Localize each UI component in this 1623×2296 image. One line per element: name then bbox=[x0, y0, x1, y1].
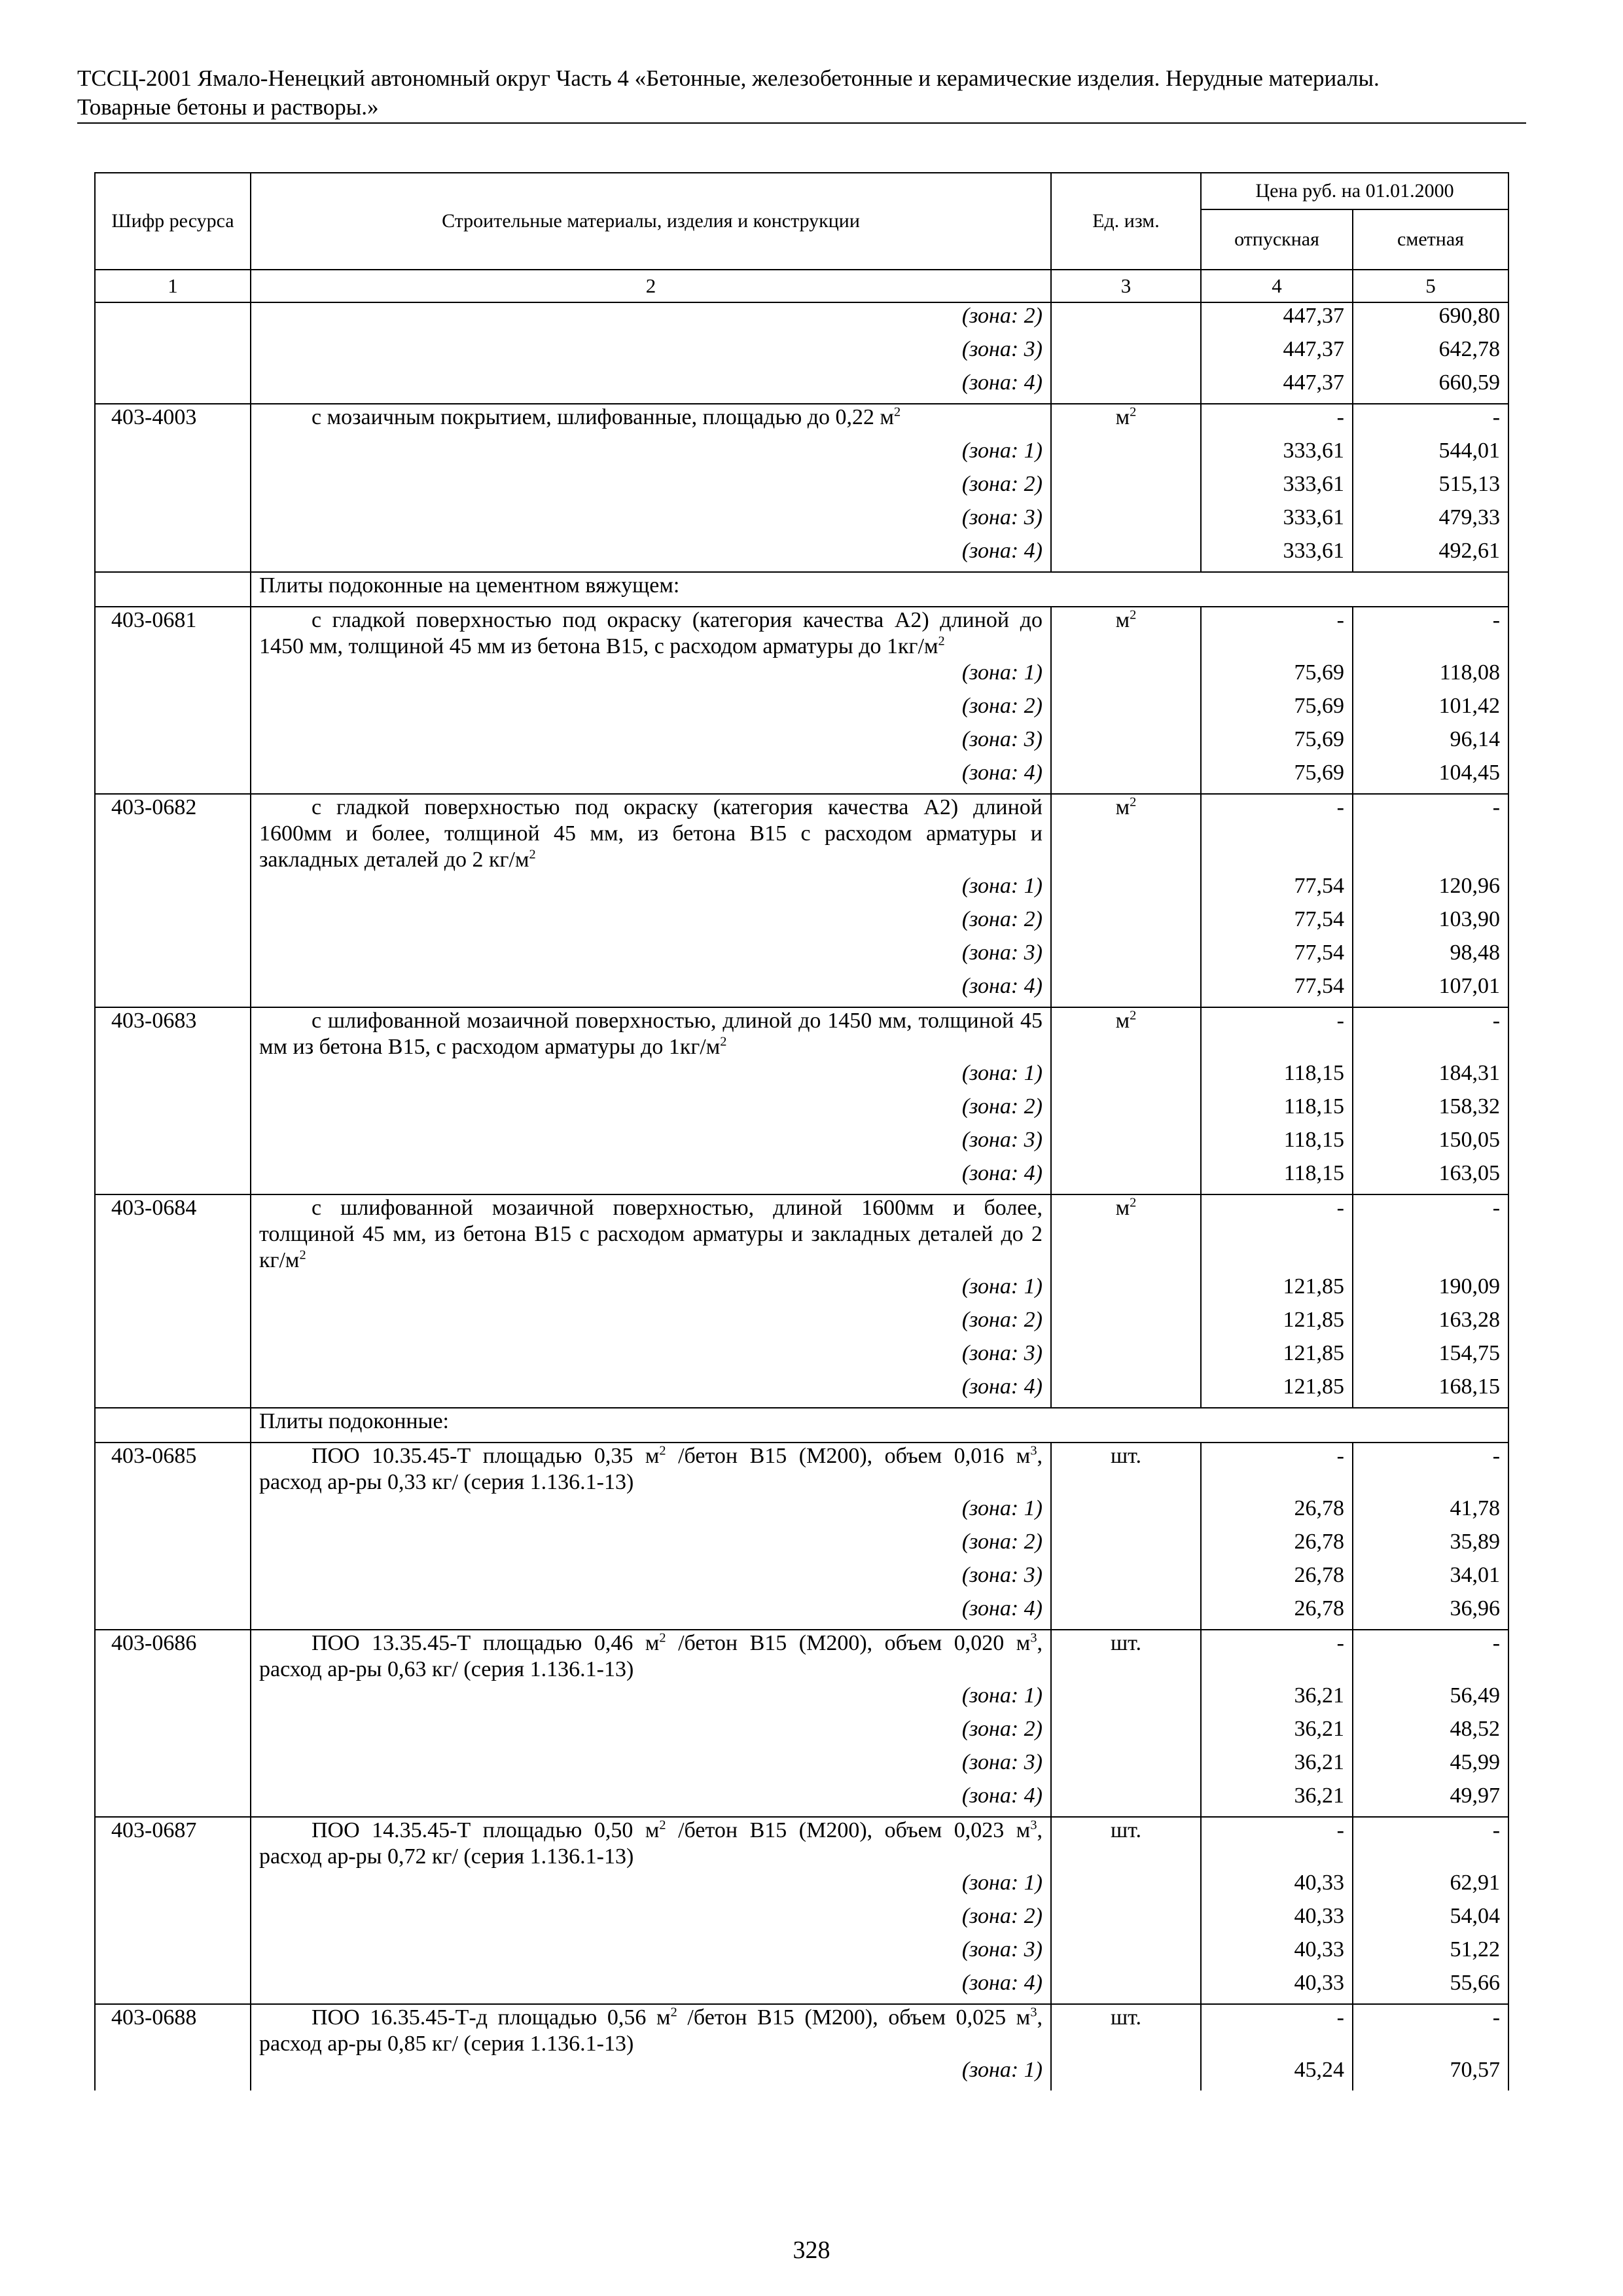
unit-cell bbox=[1051, 438, 1201, 471]
resource-code-cell bbox=[95, 693, 251, 726]
resource-code-cell bbox=[95, 471, 251, 505]
resource-code-cell bbox=[95, 873, 251, 906]
release-price: 121,85 bbox=[1201, 1374, 1353, 1408]
zone-row bbox=[95, 1340, 1508, 1374]
release-price: 40,33 bbox=[1201, 1970, 1353, 2004]
resource-code-cell bbox=[95, 336, 251, 370]
release-price: 118,15 bbox=[1201, 1094, 1353, 1127]
material-description: с шлифованной мозаичной поверхностью, длиной до 1450 мм, толщиной 45 мм из бетона В15, с расходом арматуры до $1кг/м^2$ bbox=[251, 1007, 1051, 1060]
release-price: 26,78 bbox=[1201, 1562, 1353, 1596]
zone-row bbox=[95, 693, 1508, 726]
zone-row bbox=[95, 438, 1508, 471]
zone-label: (зона: 2) bbox=[251, 471, 1051, 505]
resource-code-cell bbox=[95, 1496, 251, 1529]
zone-row bbox=[95, 1716, 1508, 1749]
resource-code: 403-0683 bbox=[95, 1007, 251, 1060]
release-price: - bbox=[1201, 2004, 1353, 2057]
item-row bbox=[95, 1007, 1508, 1060]
release-price: 36,21 bbox=[1201, 1749, 1353, 1783]
resource-code-cell bbox=[95, 1903, 251, 1937]
estimate-price: 55,66 bbox=[1353, 1970, 1508, 2004]
unit-cell bbox=[1051, 1783, 1201, 1817]
zone-row bbox=[95, 906, 1508, 940]
material-description: с шлифованной мозаичной поверхностью, длиной 1600мм и более, толщиной 45 мм, из бетона В15 с расходом арматуры и закладных деталей до 2 $кг/м^2$ bbox=[251, 1194, 1051, 1274]
release-price: 121,85 bbox=[1201, 1340, 1353, 1374]
release-price: 121,85 bbox=[1201, 1274, 1353, 1307]
release-price: 45,24 bbox=[1201, 2057, 1353, 2090]
group-row bbox=[95, 1408, 1508, 1443]
release-price: 36,21 bbox=[1201, 1683, 1353, 1716]
estimate-price: 41,78 bbox=[1353, 1496, 1508, 1529]
unit-of-measure: шт. bbox=[1051, 1630, 1201, 1683]
release-price: 77,54 bbox=[1201, 973, 1353, 1007]
estimate-price: 62,91 bbox=[1353, 1870, 1508, 1903]
estimate-price: - bbox=[1353, 1194, 1508, 1274]
release-price: 333,61 bbox=[1201, 471, 1353, 505]
unit-cell bbox=[1051, 1749, 1201, 1783]
item-row bbox=[95, 794, 1508, 873]
resource-code-cell bbox=[95, 538, 251, 572]
resource-code-cell bbox=[95, 572, 251, 607]
resource-code-cell bbox=[95, 370, 251, 404]
estimate-price: 158,32 bbox=[1353, 1094, 1508, 1127]
release-price: - bbox=[1201, 404, 1353, 438]
release-price: 118,15 bbox=[1201, 1127, 1353, 1160]
unit-of-measure: шт. bbox=[1051, 1443, 1201, 1496]
resource-code-cell bbox=[95, 760, 251, 794]
estimate-price: 120,96 bbox=[1353, 873, 1508, 906]
resource-code: 403-4003 bbox=[95, 404, 251, 438]
estimate-price: 70,57 bbox=[1353, 2057, 1508, 2090]
resource-code-cell bbox=[95, 940, 251, 973]
unit-cell bbox=[1051, 1562, 1201, 1596]
unit-cell bbox=[1051, 973, 1201, 1007]
estimate-price: 104,45 bbox=[1353, 760, 1508, 794]
estimate-price: 190,09 bbox=[1353, 1274, 1508, 1307]
zone-label: (зона: 4) bbox=[251, 1783, 1051, 1817]
release-price: 36,21 bbox=[1201, 1783, 1353, 1817]
zone-label: (зона: 4) bbox=[251, 1374, 1051, 1408]
zone-row bbox=[95, 1374, 1508, 1408]
zone-label: (зона: 3) bbox=[251, 1937, 1051, 1970]
zone-label: (зона: 3) bbox=[251, 1749, 1051, 1783]
zone-label: (зона: 4) bbox=[251, 973, 1051, 1007]
material-description: ПОО 13.35.45-Т площадью 0,46 $м^2$ /бетон В15 (М200), объем 0,020 $м^3$, расход ар-ры 0,63 кг/ (серия 1.136.1-13) bbox=[251, 1630, 1051, 1683]
zone-row bbox=[95, 370, 1508, 404]
release-price: 118,15 bbox=[1201, 1060, 1353, 1094]
release-price: - bbox=[1201, 1443, 1353, 1496]
header-rule bbox=[77, 122, 1526, 124]
zone-label: (зона: 3) bbox=[251, 1562, 1051, 1596]
unit-cell bbox=[1051, 1529, 1201, 1562]
col-number: 2 bbox=[251, 270, 1051, 302]
release-price: 40,33 bbox=[1201, 1903, 1353, 1937]
resource-code-cell bbox=[95, 1870, 251, 1903]
col-number: 1 bbox=[95, 270, 251, 302]
zone-row bbox=[95, 1496, 1508, 1529]
material-description: с гладкой поверхностью под окраску (категория качества А2) длиной 1600мм и более, толщиной 45 мм, из бетона В15 с расходом арматуры и закладных деталей до 2 $кг/м^2$ bbox=[251, 794, 1051, 873]
resource-code-cell bbox=[95, 1970, 251, 2004]
zone-label: (зона: 4) bbox=[251, 760, 1051, 794]
zone-row bbox=[95, 1903, 1508, 1937]
estimate-price: 515,13 bbox=[1353, 471, 1508, 505]
zone-label: (зона: 2) bbox=[251, 1094, 1051, 1127]
release-price: 333,61 bbox=[1201, 538, 1353, 572]
resource-code-cell bbox=[95, 1683, 251, 1716]
release-price: 77,54 bbox=[1201, 940, 1353, 973]
zone-row bbox=[95, 336, 1508, 370]
resource-code-cell bbox=[95, 1937, 251, 1970]
unit-cell bbox=[1051, 471, 1201, 505]
resource-code-cell bbox=[95, 1127, 251, 1160]
zone-row bbox=[95, 1127, 1508, 1160]
release-price: - bbox=[1201, 1817, 1353, 1870]
zone-row bbox=[95, 660, 1508, 693]
unit-cell bbox=[1051, 336, 1201, 370]
zone-row bbox=[95, 1749, 1508, 1783]
release-price: 77,54 bbox=[1201, 873, 1353, 906]
unit-cell bbox=[1051, 660, 1201, 693]
estimate-price: - bbox=[1353, 607, 1508, 660]
resource-code: 403-0686 bbox=[95, 1630, 251, 1683]
release-price: - bbox=[1201, 607, 1353, 660]
release-price: 121,85 bbox=[1201, 1307, 1353, 1340]
unit-cell bbox=[1051, 940, 1201, 973]
resource-code: 403-0681 bbox=[95, 607, 251, 660]
resource-code-cell bbox=[95, 973, 251, 1007]
zone-row bbox=[95, 1562, 1508, 1596]
resource-code: 403-0684 bbox=[95, 1194, 251, 1274]
unit-cell bbox=[1051, 1274, 1201, 1307]
zone-label: (зона: 2) bbox=[251, 1903, 1051, 1937]
release-price: 75,69 bbox=[1201, 726, 1353, 760]
item-row bbox=[95, 1443, 1508, 1496]
zone-row bbox=[95, 1596, 1508, 1630]
zone-label: (зона: 1) bbox=[251, 438, 1051, 471]
unit-cell bbox=[1051, 760, 1201, 794]
group-title: Плиты подоконные на цементном вяжущем: bbox=[251, 572, 1508, 607]
resource-code: 403-0682 bbox=[95, 794, 251, 873]
zone-row bbox=[95, 2057, 1508, 2090]
zone-row bbox=[95, 1274, 1508, 1307]
unit-cell bbox=[1051, 1340, 1201, 1374]
zone-row bbox=[95, 1529, 1508, 1562]
estimate-price: 118,08 bbox=[1353, 660, 1508, 693]
unit-of-measure: $м^2$ bbox=[1051, 404, 1201, 438]
estimate-price: 492,61 bbox=[1353, 538, 1508, 572]
release-price: 36,21 bbox=[1201, 1716, 1353, 1749]
estimate-price: 660,59 bbox=[1353, 370, 1508, 404]
estimate-price: 36,96 bbox=[1353, 1596, 1508, 1630]
resource-code-cell bbox=[95, 1749, 251, 1783]
resource-code: 403-0687 bbox=[95, 1817, 251, 1870]
resource-code: 403-0685 bbox=[95, 1443, 251, 1496]
col-number: 3 bbox=[1051, 270, 1201, 302]
zone-row bbox=[95, 302, 1508, 336]
resource-code-cell bbox=[95, 1596, 251, 1630]
release-price: 75,69 bbox=[1201, 760, 1353, 794]
unit-of-measure: шт. bbox=[1051, 2004, 1201, 2057]
estimate-price: 56,49 bbox=[1353, 1683, 1508, 1716]
resource-code-cell bbox=[95, 1374, 251, 1408]
estimate-price: 49,97 bbox=[1353, 1783, 1508, 1817]
estimate-price: - bbox=[1353, 1007, 1508, 1060]
release-price: 26,78 bbox=[1201, 1529, 1353, 1562]
resource-code-cell bbox=[95, 1274, 251, 1307]
col-number: 5 bbox=[1353, 270, 1508, 302]
estimate-price: 168,15 bbox=[1353, 1374, 1508, 1408]
zone-label: (зона: 1) bbox=[251, 1870, 1051, 1903]
resource-code-cell bbox=[95, 302, 251, 336]
material-description: ПОО 14.35.45-Т площадью 0,50 $м^2$ /бетон В15 (М200), объем 0,023 $м^3$, расход ар-ры 0,72 кг/ (серия 1.136.1-13) bbox=[251, 1817, 1051, 1870]
release-price: 447,37 bbox=[1201, 336, 1353, 370]
col-header-release: отпускная bbox=[1201, 209, 1353, 270]
zone-label: (зона: 3) bbox=[251, 726, 1051, 760]
material-description: с гладкой поверхностью под окраску (категория качества А2) длиной до 1450 мм, толщиной 45 мм из бетона В15, с расходом арматуры до $1кг/м^2$ bbox=[251, 607, 1051, 660]
zone-label: (зона: 3) bbox=[251, 336, 1051, 370]
release-price: 77,54 bbox=[1201, 906, 1353, 940]
estimate-price: 479,33 bbox=[1353, 505, 1508, 538]
zone-label: (зона: 1) bbox=[251, 1683, 1051, 1716]
zone-label: (зона: 1) bbox=[251, 2057, 1051, 2090]
unit-of-measure: $м^2$ bbox=[1051, 794, 1201, 873]
page-header bbox=[77, 64, 1524, 122]
col-header-code: Шифр ресурса bbox=[95, 173, 251, 270]
header-line-2: Товарные бетоны и растворы.» bbox=[77, 94, 379, 120]
unit-cell bbox=[1051, 538, 1201, 572]
estimate-price: 35,89 bbox=[1353, 1529, 1508, 1562]
resource-code-cell bbox=[95, 906, 251, 940]
zone-label: (зона: 1) bbox=[251, 873, 1051, 906]
zone-row bbox=[95, 538, 1508, 572]
estimate-price: 154,75 bbox=[1353, 1340, 1508, 1374]
unit-cell bbox=[1051, 370, 1201, 404]
item-row bbox=[95, 607, 1508, 660]
zone-label: (зона: 3) bbox=[251, 1340, 1051, 1374]
zone-label: (зона: 1) bbox=[251, 1274, 1051, 1307]
unit-cell bbox=[1051, 1596, 1201, 1630]
item-row bbox=[95, 1630, 1508, 1683]
zone-label: (зона: 2) bbox=[251, 1307, 1051, 1340]
resource-code-cell bbox=[95, 1060, 251, 1094]
unit-of-measure: $м^2$ bbox=[1051, 607, 1201, 660]
unit-cell bbox=[1051, 1683, 1201, 1716]
zone-label: (зона: 2) bbox=[251, 906, 1051, 940]
item-row bbox=[95, 2004, 1508, 2057]
zone-row bbox=[95, 760, 1508, 794]
unit-cell bbox=[1051, 1903, 1201, 1937]
estimate-price: 150,05 bbox=[1353, 1127, 1508, 1160]
zone-row bbox=[95, 505, 1508, 538]
zone-label: (зона: 3) bbox=[251, 940, 1051, 973]
unit-cell bbox=[1051, 1716, 1201, 1749]
col-header-unit: Ед. изм. bbox=[1051, 173, 1201, 270]
group-row bbox=[95, 572, 1508, 607]
resource-code-cell bbox=[95, 1094, 251, 1127]
zone-row bbox=[95, 1060, 1508, 1094]
resource-code-cell bbox=[95, 1408, 251, 1443]
zone-label: (зона: 2) bbox=[251, 302, 1051, 336]
zone-row bbox=[95, 873, 1508, 906]
unit-cell bbox=[1051, 1970, 1201, 2004]
unit-cell bbox=[1051, 1374, 1201, 1408]
estimate-price: 54,04 bbox=[1353, 1903, 1508, 1937]
unit-cell bbox=[1051, 873, 1201, 906]
estimate-price: - bbox=[1353, 404, 1508, 438]
release-price: 333,61 bbox=[1201, 438, 1353, 471]
zone-label: (зона: 4) bbox=[251, 1596, 1051, 1630]
zone-label: (зона: 4) bbox=[251, 1160, 1051, 1194]
zone-row bbox=[95, 1307, 1508, 1340]
estimate-price: 642,78 bbox=[1353, 336, 1508, 370]
zone-label: (зона: 1) bbox=[251, 1496, 1051, 1529]
resource-code-cell bbox=[95, 1562, 251, 1596]
zone-row bbox=[95, 940, 1508, 973]
release-price: - bbox=[1201, 1007, 1353, 1060]
unit-cell bbox=[1051, 2057, 1201, 2090]
resource-code-cell bbox=[95, 438, 251, 471]
resource-code-cell bbox=[95, 505, 251, 538]
release-price: - bbox=[1201, 1194, 1353, 1274]
release-price: 40,33 bbox=[1201, 1870, 1353, 1903]
item-row bbox=[95, 1817, 1508, 1870]
release-price: 75,69 bbox=[1201, 660, 1353, 693]
zone-label: (зона: 4) bbox=[251, 370, 1051, 404]
estimate-price: 163,28 bbox=[1353, 1307, 1508, 1340]
col-header-estimate: сметная bbox=[1353, 209, 1508, 270]
estimate-price: - bbox=[1353, 794, 1508, 873]
estimate-price: 98,48 bbox=[1353, 940, 1508, 973]
header-line-1: ТССЦ-2001 Ямало-Ненецкий автономный округ Часть 4 «Бетонные, железобетонные и керамические изделия. Нерудные материалы. bbox=[77, 65, 1380, 91]
zone-label: (зона: 3) bbox=[251, 505, 1051, 538]
item-row bbox=[95, 1194, 1508, 1274]
resource-code-cell bbox=[95, 1783, 251, 1817]
release-price: - bbox=[1201, 1630, 1353, 1683]
zone-row bbox=[95, 1783, 1508, 1817]
resource-code-cell bbox=[95, 1340, 251, 1374]
unit-cell bbox=[1051, 1127, 1201, 1160]
zone-row bbox=[95, 1937, 1508, 1970]
zone-row bbox=[95, 1683, 1508, 1716]
unit-cell bbox=[1051, 1496, 1201, 1529]
unit-cell bbox=[1051, 1060, 1201, 1094]
col-number: 4 bbox=[1201, 270, 1353, 302]
estimate-price: 690,80 bbox=[1353, 302, 1508, 336]
release-price: 26,78 bbox=[1201, 1596, 1353, 1630]
material-description: с мозаичным покрытием, шлифованные, площадью до 0,22 $м^2$ bbox=[251, 404, 1051, 438]
estimate-price: 45,99 bbox=[1353, 1749, 1508, 1783]
zone-label: (зона: 1) bbox=[251, 1060, 1051, 1094]
zone-row bbox=[95, 726, 1508, 760]
release-price: 26,78 bbox=[1201, 1496, 1353, 1529]
zone-label: (зона: 3) bbox=[251, 1127, 1051, 1160]
table-body bbox=[95, 302, 1508, 2090]
group-title: Плиты подоконные: bbox=[251, 1408, 1508, 1443]
zone-label: (зона: 2) bbox=[251, 1716, 1051, 1749]
unit-of-measure: $м^2$ bbox=[1051, 1194, 1201, 1274]
estimate-price: 34,01 bbox=[1353, 1562, 1508, 1596]
resource-code-cell bbox=[95, 660, 251, 693]
unit-cell bbox=[1051, 1160, 1201, 1194]
release-price: - bbox=[1201, 794, 1353, 873]
estimate-price: - bbox=[1353, 2004, 1508, 2057]
estimate-price: 184,31 bbox=[1353, 1060, 1508, 1094]
price-table bbox=[94, 172, 1509, 2090]
material-description: ПОО 16.35.45-Т-д площадью 0,56 $м^2$ /бетон В15 (М200), объем 0,025 $м^3$, расход ар-ры 0,85 кг/ (серия 1.136.1-13) bbox=[251, 2004, 1051, 2057]
col-header-price: Цена руб. на 01.01.2000 bbox=[1201, 173, 1508, 209]
estimate-price: 101,42 bbox=[1353, 693, 1508, 726]
estimate-price: 48,52 bbox=[1353, 1716, 1508, 1749]
col-header-name: Строительные материалы, изделия и конструкции bbox=[251, 173, 1051, 270]
item-row bbox=[95, 404, 1508, 438]
estimate-price: - bbox=[1353, 1817, 1508, 1870]
unit-cell bbox=[1051, 302, 1201, 336]
unit-cell bbox=[1051, 1937, 1201, 1970]
estimate-price: 96,14 bbox=[1353, 726, 1508, 760]
unit-cell bbox=[1051, 1094, 1201, 1127]
material-description: ПОО 10.35.45-Т площадью 0,35 $м^2$ /бетон В15 (М200), объем 0,016 $м^3$, расход ар-ры 0,33 кг/ (серия 1.136.1-13) bbox=[251, 1443, 1051, 1496]
zone-label: (зона: 1) bbox=[251, 660, 1051, 693]
resource-code-cell bbox=[95, 1307, 251, 1340]
release-price: 75,69 bbox=[1201, 693, 1353, 726]
estimate-price: 163,05 bbox=[1353, 1160, 1508, 1194]
page-number: 328 bbox=[793, 2236, 830, 2264]
zone-label: (зона: 2) bbox=[251, 1529, 1051, 1562]
zone-label: (зона: 4) bbox=[251, 538, 1051, 572]
resource-code-cell bbox=[95, 2057, 251, 2090]
zone-row bbox=[95, 1870, 1508, 1903]
release-price: 333,61 bbox=[1201, 505, 1353, 538]
resource-code-cell bbox=[95, 726, 251, 760]
resource-code: 403-0688 bbox=[95, 2004, 251, 2057]
zone-row bbox=[95, 973, 1508, 1007]
zone-row bbox=[95, 471, 1508, 505]
zone-label: (зона: 4) bbox=[251, 1970, 1051, 2004]
release-price: 118,15 bbox=[1201, 1160, 1353, 1194]
estimate-price: 103,90 bbox=[1353, 906, 1508, 940]
release-price: 447,37 bbox=[1201, 370, 1353, 404]
release-price: 447,37 bbox=[1201, 302, 1353, 336]
estimate-price: 51,22 bbox=[1353, 1937, 1508, 1970]
resource-code-cell bbox=[95, 1529, 251, 1562]
estimate-price: 544,01 bbox=[1353, 438, 1508, 471]
zone-label: (зона: 2) bbox=[251, 693, 1051, 726]
estimate-price: - bbox=[1353, 1443, 1508, 1496]
resource-code-cell bbox=[95, 1716, 251, 1749]
unit-cell bbox=[1051, 1307, 1201, 1340]
unit-cell bbox=[1051, 693, 1201, 726]
unit-cell bbox=[1051, 505, 1201, 538]
estimate-price: 107,01 bbox=[1353, 973, 1508, 1007]
zone-row bbox=[95, 1970, 1508, 2004]
unit-of-measure: шт. bbox=[1051, 1817, 1201, 1870]
zone-row bbox=[95, 1094, 1508, 1127]
unit-cell bbox=[1051, 726, 1201, 760]
unit-of-measure: $м^2$ bbox=[1051, 1007, 1201, 1060]
resource-code-cell bbox=[95, 1160, 251, 1194]
zone-row bbox=[95, 1160, 1508, 1194]
unit-cell bbox=[1051, 906, 1201, 940]
unit-cell bbox=[1051, 1870, 1201, 1903]
estimate-price: - bbox=[1353, 1630, 1508, 1683]
release-price: 40,33 bbox=[1201, 1937, 1353, 1970]
